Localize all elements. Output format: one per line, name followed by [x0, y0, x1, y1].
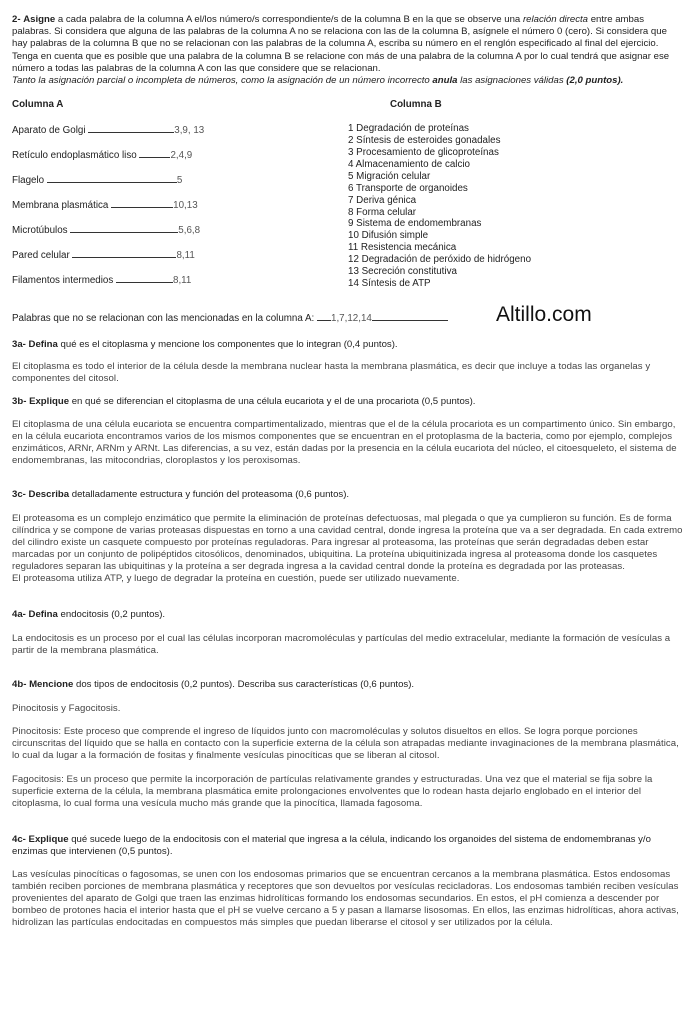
column-a-answer: 8,11 — [176, 250, 195, 262]
column-b-item: 12 Degradación de peróxido de hidrógeno — [348, 254, 532, 266]
answer-4c: Las vesículas pinocíticas o fagosomas, se unen con los endosomas primarios que se encuentran cercanos a la membrana plasmática. Estos endosomas también reciben porciones de membrana plasmática y receptores que son devueltos por vesículas recicladoras. Los endosomas también reciben vesículas provenientes del aparato de Golgi que traen las enzimas hidrolíticas formando los endosomas secundarios. En estos, el pH comienza a descender por bombeo de protones hacia el interior hasta que el pH se vuelve cercano a 5 y pasan a llamarse lisosomas. En ellos, las enzimas hidrolíticas, ahora activas, hidrolizan las partículas endocitadas en compuestos más simples que puedan liberarse el citosol y ser utilizados por la célula. — [12, 869, 679, 929]
answer-4b: Pinocitosis y Fagocitosis. — [12, 703, 121, 715]
unrelated-line — [12, 311, 448, 324]
exercise-verb: Asigne — [23, 14, 56, 25]
column-b-item: 7 Deriva génica — [348, 194, 417, 206]
column-b-item: 3 Procesamiento de glicoproteínas — [348, 147, 499, 159]
column-b-item: 6 Transporte de organoides — [348, 182, 468, 194]
instructions-warning: Tanto la asignación parcial o incompleta de números, como la asignación de un número incorrecto anula las asignaciones válidas (2,0 puntos). — [12, 75, 624, 87]
column-b-item: 9 Sistema de endomembranas — [348, 218, 482, 230]
column-a-row — [12, 248, 195, 262]
answer-underline — [70, 223, 178, 233]
answer-underline — [139, 148, 170, 158]
column-a-term: Pared celular — [12, 250, 70, 262]
column-a-answer: 3,9, 13 — [174, 125, 205, 137]
column-a-term: Microtúbulos — [12, 225, 68, 237]
answer-underline — [88, 123, 174, 133]
exercise-number: 2- — [12, 14, 21, 25]
column-a-term: Flagelo — [12, 175, 45, 187]
matching-columns — [12, 99, 684, 305]
column-a-term: Membrana plasmática — [12, 200, 109, 212]
instructions-text-1: a cada palabra de la columna A el/los número/s correspondiente/s de la columna B en la que se observe una — [57, 14, 521, 25]
column-b-item: 13 Secreción constitutiva — [348, 266, 457, 278]
instructions-text-2: entre ambas palabras. Si considera que alguna de las palabras de la columna A no se relaciona con las de la columna B, asígnele el número 0 (cero). Si considera que hay palabras de la columna B que no se relacionan con las palabras de la columna A, escriba su número en el renglón especificado al final del ejercicio. Tenga en cuenta que es posible que una palabra de la columna B se relacione con más de una palabra de la columna A por lo cual tendrá que asignar ese número a todas las palabras de la columna A con las que considere que se relacionan. — [12, 14, 670, 74]
column-a-row — [12, 223, 200, 237]
question-4b: 4b- Mencione dos tipos de endocitosis (0,2 puntos). Describa sus características (0,6 puntos). — [12, 679, 415, 691]
answer-underline — [317, 311, 331, 321]
column-b-item: 4 Almacenamiento de calcio — [348, 158, 470, 170]
question-4a: 4a- Defina endocitosis (0,2 puntos). — [12, 609, 166, 621]
answer-3c: El proteasoma es un complejo enzimático que permite la eliminación de proteínas defectuosas, mal plegada o que ya cumplieron su función. Es de forma cilíndrica y se compone de varias proteasas dispuestas en torno a una cavidad central, donde ingresa la proteína que va a ser degradada. En cada extremo del cilindro existe un casquete compuesto por proteínas reguladoras. Para ingresar al proteasoma, las proteínas que serán degradadas deben estar marcadas por un conjunto de polipéptidos citosólicos, denominados, ubiquitina. La proteína ubiquitinizada ingresa al proteasoma donde los casquetes reguladores separan las ubiquitinas y la proteína a ser degrada ingresa a la cavidad central donde la proteína es degradada por las proteasas. — [12, 513, 683, 573]
column-b-item: 1 Degradación de proteínas — [348, 123, 469, 135]
document-page — [12, 14, 684, 929]
instructions-emphasis: relación directa — [522, 14, 589, 25]
column-a-answer: 8,11 — [173, 275, 192, 287]
unrelated-words — [12, 303, 684, 339]
answer-4b-fagocitosis: Fagocitosis: Es un proceso que permite la incorporación de partículas relativamente grandes y estructuradas. Una vez que el material se fija sobre la superficie externa de la célula, la membrana plasmática emite prolongaciones envolventes que lo rodean hasta dejarlo englobado en el interior del citoplasma, lo cual forma una vesícula mucho más grande que la pinocítica, llamada fagosoma. — [12, 774, 653, 810]
unrelated-answer: 1,7,12,14 — [331, 313, 372, 325]
unrelated-label: Palabras que no se relacionan con las mencionadas en la columna A: — [12, 313, 315, 325]
column-b-item: 8 Forma celular — [348, 206, 417, 218]
column-a-answer: 5,6,8 — [178, 225, 201, 237]
column-a-term: Retículo endoplasmático liso — [12, 150, 137, 162]
column-b-item: 14 Síntesis de ATP — [348, 278, 431, 289]
column-b-item: 2 Síntesis de esteroides gonadales — [348, 135, 501, 147]
answer-underline — [111, 198, 173, 208]
column-b-item: 5 Migración celular — [348, 170, 431, 182]
answer-underline — [116, 273, 173, 283]
column-b-list — [348, 123, 531, 290]
column-b-item: 10 Difusión simple — [348, 230, 429, 242]
question-4c: 4c- Explique qué sucede luego de la endocitosis con el material que ingresa a la célula, indicando los organoides del sistema de endomembranas y/o enzimas que intervienen (0,5 puntos). — [12, 834, 651, 858]
column-a-row — [12, 198, 198, 212]
column-a-row — [12, 173, 182, 187]
column-a-row — [12, 148, 192, 162]
column-b-item: 11 Resistencia mecánica — [348, 242, 457, 254]
question-3c: 3c- Describa detalladamente estructura y función del proteasoma (0,6 puntos). — [12, 489, 350, 501]
question-3b: 3b- Explique en qué se diferencian el citoplasma de una célula eucariota y el de una procariota (0,5 puntos). — [12, 396, 476, 408]
column-a-answer: 2,4,9 — [170, 150, 193, 162]
column-a-header: Columna A — [12, 99, 64, 111]
answer-underline — [47, 173, 177, 183]
column-a-row — [12, 123, 204, 137]
column-a-answer: 10,13 — [173, 200, 198, 212]
column-a-term: Filamentos intermedios — [12, 275, 114, 287]
answer-4a: La endocitosis es un proceso por el cual las células incorporan macromoléculas y partículas del medio extracelular, mediante la formación de vesículas a partir de la membrana plasmática. — [12, 633, 671, 657]
exercise-2-instructions — [12, 14, 684, 87]
column-a-row — [12, 273, 191, 287]
answer-3a: El citoplasma es todo el interior de la célula desde la membrana nuclear hasta la membrana plasmática, es decir que incluye a todas las organelas y componentes del citosol. — [12, 361, 651, 385]
answer-underline — [72, 248, 176, 258]
answer-underline — [372, 311, 448, 321]
answer-4b-pinocitosis: Pinocitosis: Este proceso que comprende el ingreso de líquidos junto con macromoléculas y solutos disueltos en ellos. Se logra porque porciones circunscritas del líquido que se halla en contacto con la superficie externa de la célula son atrapadas mediante invaginaciones de la membrana plasmática, lo cual da lugar a la formación de fositas y finalmente vesículas pinocíticas que se liberan al citosol. — [12, 726, 679, 762]
column-a-term: Aparato de Golgi — [12, 125, 86, 137]
question-3a: 3a- Defina qué es el citoplasma y mencione los componentes que lo integran (0,4 puntos). — [12, 339, 398, 351]
altillo-logo[interactable]: Altillo.com — [496, 303, 592, 327]
answer-3c-continued: El proteasoma utiliza ATP, y luego de degradar la proteína en cuestión, puede ser utilizado nuevamente. — [12, 573, 460, 585]
column-a-answer: 5 — [176, 175, 183, 187]
answer-3b: El citoplasma de una célula eucariota se encuentra compartimentalizado, mientras que el de la célula procariota es un compartimento único. Sin embargo, en la célula eucariota encontramos varios de los mismos componentes que se encuentran en el protoplasma de la bacteria, como por ejemplo, complejos enzimáticos, ARNr, ARNm y ARNt. Las diferencias, a su vez, están dadas por la presencia en la célula eucariota del núcleo, el citoesqueleto, el sistema de endomembranas, las mitocondrias, cloroplastos y los peroxisomas. — [12, 419, 677, 467]
column-b-header: Columna B — [390, 99, 442, 111]
